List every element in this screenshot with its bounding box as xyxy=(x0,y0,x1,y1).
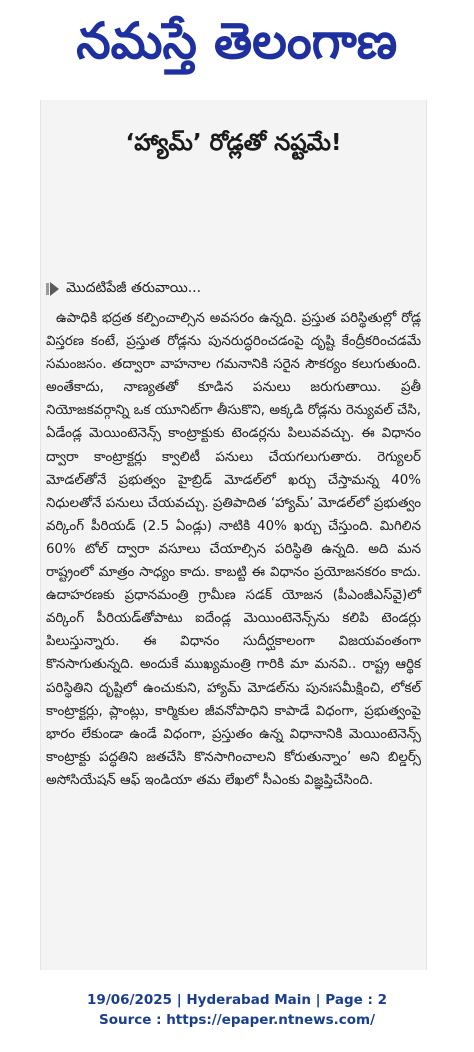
continuation-marker xyxy=(46,278,201,300)
article-clipping xyxy=(40,100,427,970)
edition-meta: 19/06/2025 | Hyderabad Main | Page : 2 xyxy=(87,992,387,1008)
play-arrow-icon xyxy=(46,281,60,297)
epaper-footer xyxy=(0,990,474,1030)
article-body: ఉపాధికి భద్రత కల్పించాల్సిన అవసరం ఉన్నది. ప్రస్తుత పరిస్థితుల్లో రోడ్ల విస్తరణ కంటే, ప్రస్తుత రోడ్లను పునరుద్ధరించడంపై దృష్టి కేంద్రీకరించడమే సమంజసం. తద్వారా వాహనాల గమనానికి సరైన సౌకర్యం కలుగుతుంది. అంతేకాదు, నాణ్యతతో కూడిన పనులు జరుగుతాయి. ప్రతీ నియోజకవర్గాన్ని ఒక యూనిట్‌గా తీసుకొని, అక్కడి రోడ్లను రెన్యువల్ చేసి, ఏడేండ్ల మెయింటెనెన్స్ కాంట్రాక్టుకు టెండర్లను పిలువవచ్చు. ఈ విధానం ద్వారా కాంట్రాక్టర్లు క్వాలిటీ పనులు చేయగలుగుతారు. రెగ్యులర్ మోడల్‌తోనే ప్రభుత్వం హైబ్రిడ్ మోడల్‌లో ఖర్చు చేస్తామన్న 40% నిధులతోనే పనులు చేయవచ్చు. ప్రతిపాదిత ‘హ్యామ్’ మోడల్‌లో ప్రభుత్వం వర్కింగ్ పీరియడ్ (2.5 ఏండ్లు) నాటికి 40% ఖర్చు చేస్తుంది. మిగిలిన 60% టోల్ ద్వారా వసూలు చేయాల్సిన పరిస్థితి ఉన్నది. అది మన రాష్ట్రంలో మాత్రం సాధ్యం కాదు. కాబట్టి ఈ విధానం ప్రయోజనకరం కాదు. ఉదాహరణకు ప్రధానమంత్రి గ్రామీణ సడక్ యోజన (పీఎంజీఎస్‌వై)లో వర్కింగ్ పీరియడ్‌తోపాటు ఐదేండ్ల మెయింటెనెన్స్‌ను కలిపి టెండర్లు పిలుస్తున్నారు. ఈ విధానం సుదీర్ఘకాలంగా విజయవంతంగా కొనసాగుతున్నది. అందుకే ముఖ్యమంత్రి గారికి మా మనవి.. రాష్ట్ర ఆర్థిక పరిస్థితిని దృష్టిలో ఉంచుకుని, హ్యామ్ మోడల్‌ను పునఃసమీక్షించి, లోకల్ కాంట్రాక్టర్లు, ప్లాంట్లు, కార్మికుల జీవనోపాధిని కాపాడే విధంగా, ప్రభుత్వంపై భారం లేకుండా ఉండే విధంగా, ప్రస్తుతం ఉన్న విధానానికి మెయింటెనెన్స్ కాంట్రాక్టు పద్ధతిని జతచేసి కొనసాగించాలని కోరుతున్నాం’ అని బిల్డర్స్ అసోసియేషన్ ఆఫ్ ఇండియా తమ లేఖలో సీఎంకు విజ్ఞప్తిచేసింది. xyxy=(46,311,421,788)
newspaper-logo: నమస్తే తెలంగాణ xyxy=(76,12,398,70)
continued-from-front-page-label: మొదటిపేజీ తరువాయి... xyxy=(66,279,202,296)
masthead xyxy=(0,0,474,82)
article-headline: ‘హ్యామ్’ రోడ్లతో నష్టమే! xyxy=(125,130,342,156)
source-link[interactable]: Source : https://epaper.ntnews.com/ xyxy=(98,1012,376,1028)
